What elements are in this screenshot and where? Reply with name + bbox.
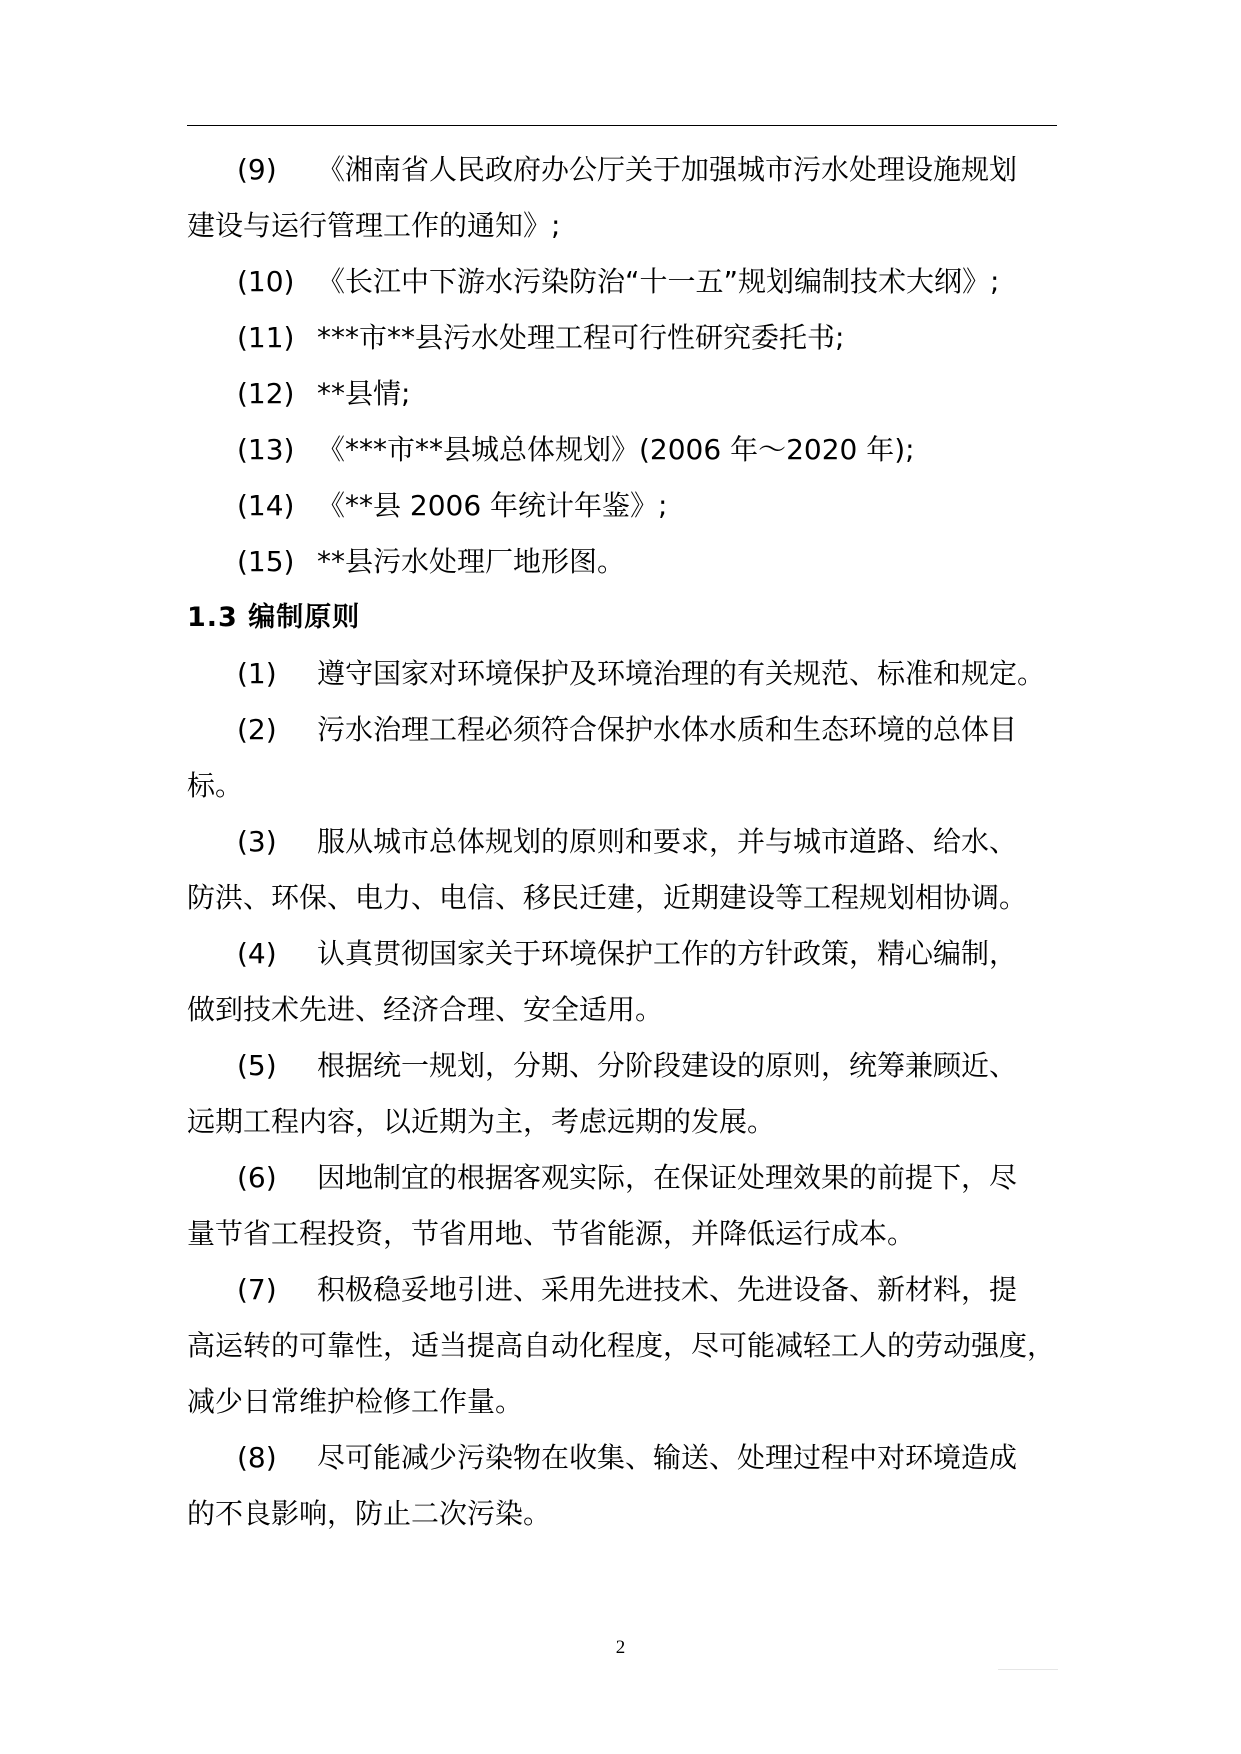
ref-item-11 — [237, 318, 1107, 358]
principle-text: 积极稳妥地引进、采用先进技术、先进设备、新材料，提 — [317, 1273, 1018, 1306]
principle-number: (4) — [237, 937, 277, 970]
ref-number: (9) — [237, 153, 277, 186]
principle-item-4 — [237, 934, 1107, 974]
principle-item-8 — [237, 1438, 1107, 1478]
ref-item-14 — [237, 486, 1107, 526]
ref-text: **县污水处理厂地形图。 — [317, 545, 626, 578]
footer-mark — [998, 1669, 1058, 1670]
principle-text: 遵守国家对环境保护及环境治理的有关规范、标准和规定。 — [317, 657, 1046, 690]
section-heading: 1.3 编制原则 — [187, 602, 361, 633]
principle-text: 高运转的可靠性，适当提高自动化程度，尽可能减轻工人的劳动强度， — [187, 1329, 1056, 1362]
principle-text: 远期工程内容，以近期为主，考虑远期的发展。 — [187, 1105, 776, 1138]
principle-item-5-continued — [187, 1102, 1057, 1142]
header-rule — [187, 125, 1057, 126]
ref-number: (14) — [237, 489, 295, 522]
principle-item-6 — [237, 1158, 1107, 1198]
principle-number: (7) — [237, 1273, 277, 1306]
principle-number: (8) — [237, 1441, 277, 1474]
ref-item-9 — [237, 150, 1107, 190]
principle-number: (3) — [237, 825, 277, 858]
principle-item-7-continued-2 — [187, 1382, 1057, 1422]
principle-item-2 — [237, 710, 1107, 750]
ref-text: 建设与运行管理工作的通知》; — [187, 209, 561, 242]
principle-text: 根据统一规划，分期、分阶段建设的原则，统筹兼顾近、 — [317, 1049, 1018, 1082]
principle-number: (1) — [237, 657, 277, 690]
ref-number: (13) — [237, 433, 295, 466]
principle-number: (6) — [237, 1161, 277, 1194]
principle-item-3-continued — [187, 878, 1057, 918]
principle-item-7 — [237, 1270, 1107, 1310]
principle-text: 量节省工程投资，节省用地、节省能源，并降低运行成本。 — [187, 1217, 916, 1250]
principle-text: 因地制宜的根据客观实际，在保证处理效果的前提下，尽 — [317, 1161, 1018, 1194]
ref-number: (12) — [237, 377, 295, 410]
principle-number: (5) — [237, 1049, 277, 1082]
ref-number: (15) — [237, 545, 295, 578]
principle-item-6-continued — [187, 1214, 1057, 1254]
principle-item-7-continued — [187, 1326, 1057, 1366]
principle-item-3 — [237, 822, 1107, 862]
principle-text: 标。 — [187, 769, 244, 802]
ref-item-15 — [237, 542, 1107, 582]
principle-item-5 — [237, 1046, 1107, 1086]
principle-item-8-continued — [187, 1494, 1057, 1534]
principle-item-2-continued — [187, 766, 1057, 806]
ref-number: (10) — [237, 265, 295, 298]
ref-text: ***市**县污水处理工程可行性研究委托书; — [317, 321, 845, 354]
ref-text: 《长江中下游水污染防治“十一五”规划编制技术大纲》; — [317, 265, 1000, 298]
ref-text: 《湘南省人民政府办公厅关于加强城市污水处理设施规划 — [317, 153, 1018, 186]
principle-item-1 — [237, 654, 1107, 694]
principle-text: 减少日常维护检修工作量。 — [187, 1385, 524, 1418]
ref-item-12 — [237, 374, 1107, 414]
page-number: 2 — [615, 1637, 626, 1658]
principle-text: 认真贯彻国家关于环境保护工作的方针政策，精心编制， — [317, 937, 1018, 970]
ref-item-13 — [237, 430, 1107, 470]
ref-text: 《**县 2006 年统计年鉴》; — [317, 489, 668, 522]
principle-text: 污水治理工程必须符合保护水体水质和生态环境的总体目 — [317, 713, 1018, 746]
ref-number: (11) — [237, 321, 295, 354]
ref-text: **县情; — [317, 377, 411, 410]
principle-text: 服从城市总体规划的原则和要求，并与城市道路、给水、 — [317, 825, 1018, 858]
principle-item-4-continued — [187, 990, 1057, 1030]
principle-text: 的不良影响，防止二次污染。 — [187, 1497, 552, 1530]
ref-item-10 — [237, 262, 1107, 302]
ref-text: 《***市**县城总体规划》(2006 年～2020 年); — [317, 433, 915, 466]
ref-item-9-continued — [187, 206, 1057, 246]
principle-text: 尽可能减少污染物在收集、输送、处理过程中对环境造成 — [317, 1441, 1018, 1474]
principle-text: 做到技术先进、经济合理、安全适用。 — [187, 993, 664, 1026]
principle-number: (2) — [237, 713, 277, 746]
principle-text: 防洪、环保、电力、电信、移民迁建，近期建设等工程规划相协调。 — [187, 881, 1028, 914]
